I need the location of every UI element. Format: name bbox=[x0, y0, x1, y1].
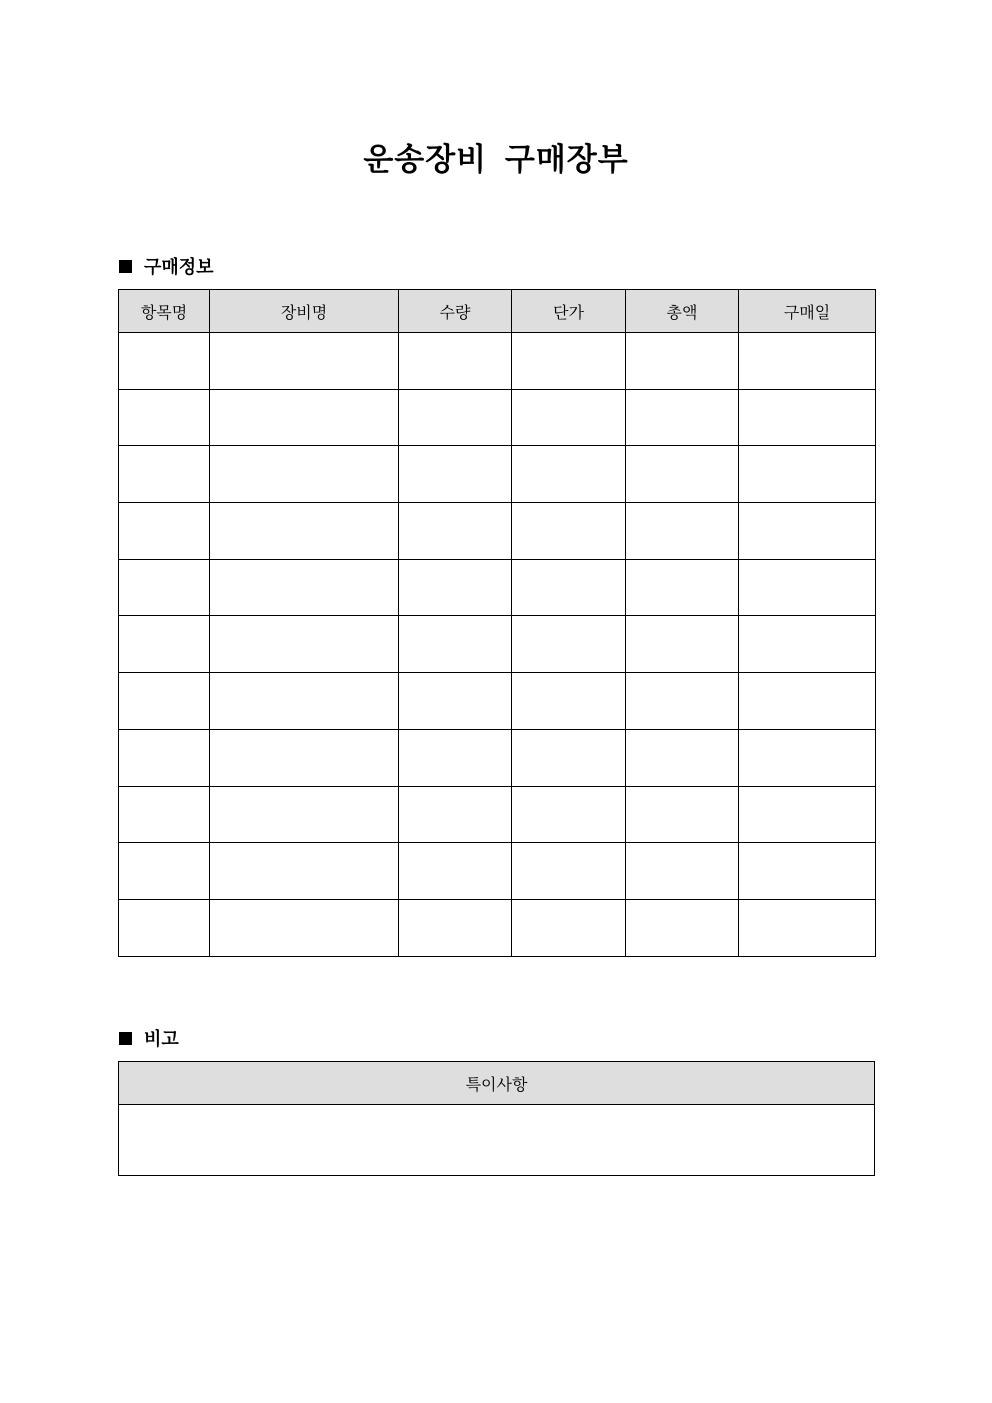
cell-purchase-date[interactable] bbox=[739, 843, 876, 900]
remarks-cell[interactable] bbox=[119, 1105, 875, 1176]
cell-equipment[interactable] bbox=[210, 729, 399, 786]
purchase-table-header-row bbox=[119, 290, 876, 333]
cell-unit-price[interactable] bbox=[512, 899, 626, 956]
table-row bbox=[119, 389, 876, 446]
column-header-equipment: 장비명 bbox=[210, 290, 399, 333]
table-row bbox=[119, 786, 876, 843]
cell-quantity[interactable] bbox=[399, 446, 512, 503]
cell-item[interactable] bbox=[119, 729, 210, 786]
cell-total[interactable] bbox=[626, 389, 739, 446]
cell-total[interactable] bbox=[626, 446, 739, 503]
cell-quantity[interactable] bbox=[399, 843, 512, 900]
cell-item[interactable] bbox=[119, 616, 210, 673]
cell-quantity[interactable] bbox=[399, 616, 512, 673]
cell-total[interactable] bbox=[626, 673, 739, 730]
square-bullet-icon bbox=[119, 260, 132, 273]
table-row bbox=[119, 673, 876, 730]
cell-item[interactable] bbox=[119, 786, 210, 843]
cell-equipment[interactable] bbox=[210, 503, 399, 560]
cell-unit-price[interactable] bbox=[512, 729, 626, 786]
cell-total[interactable] bbox=[626, 559, 739, 616]
cell-purchase-date[interactable] bbox=[739, 616, 876, 673]
cell-unit-price[interactable] bbox=[512, 786, 626, 843]
cell-item[interactable] bbox=[119, 446, 210, 503]
cell-item[interactable] bbox=[119, 503, 210, 560]
cell-equipment[interactable] bbox=[210, 843, 399, 900]
cell-quantity[interactable] bbox=[399, 786, 512, 843]
cell-quantity[interactable] bbox=[399, 729, 512, 786]
cell-purchase-date[interactable] bbox=[739, 673, 876, 730]
cell-total[interactable] bbox=[626, 729, 739, 786]
cell-total[interactable] bbox=[626, 616, 739, 673]
cell-equipment[interactable] bbox=[210, 559, 399, 616]
cell-total[interactable] bbox=[626, 786, 739, 843]
cell-item[interactable] bbox=[119, 333, 210, 390]
column-header-item: 항목명 bbox=[119, 290, 210, 333]
cell-unit-price[interactable] bbox=[512, 559, 626, 616]
purchase-section-heading bbox=[119, 253, 214, 279]
cell-equipment[interactable] bbox=[210, 673, 399, 730]
remarks-row bbox=[119, 1105, 875, 1176]
cell-unit-price[interactable] bbox=[512, 503, 626, 560]
cell-equipment[interactable] bbox=[210, 899, 399, 956]
cell-equipment[interactable] bbox=[210, 333, 399, 390]
column-header-unit-price: 단가 bbox=[512, 290, 626, 333]
table-row bbox=[119, 559, 876, 616]
cell-item[interactable] bbox=[119, 843, 210, 900]
cell-item[interactable] bbox=[119, 899, 210, 956]
cell-equipment[interactable] bbox=[210, 616, 399, 673]
remarks-section-label: 비고 bbox=[144, 1029, 179, 1050]
cell-total[interactable] bbox=[626, 899, 739, 956]
cell-quantity[interactable] bbox=[399, 899, 512, 956]
column-header-quantity: 수량 bbox=[399, 290, 512, 333]
cell-unit-price[interactable] bbox=[512, 616, 626, 673]
column-header-special-notes: 특이사항 bbox=[119, 1062, 875, 1105]
square-bullet-icon bbox=[119, 1032, 132, 1045]
cell-purchase-date[interactable] bbox=[739, 786, 876, 843]
table-row bbox=[119, 333, 876, 390]
table-row bbox=[119, 503, 876, 560]
cell-item[interactable] bbox=[119, 389, 210, 446]
cell-total[interactable] bbox=[626, 503, 739, 560]
cell-purchase-date[interactable] bbox=[739, 446, 876, 503]
cell-purchase-date[interactable] bbox=[739, 559, 876, 616]
table-row bbox=[119, 729, 876, 786]
purchase-table bbox=[118, 289, 876, 957]
table-row bbox=[119, 616, 876, 673]
cell-quantity[interactable] bbox=[399, 333, 512, 390]
cell-purchase-date[interactable] bbox=[739, 899, 876, 956]
cell-purchase-date[interactable] bbox=[739, 389, 876, 446]
remarks-table bbox=[118, 1061, 875, 1176]
page-title: 운송장비 구매장부 bbox=[363, 142, 629, 178]
table-row bbox=[119, 446, 876, 503]
cell-total[interactable] bbox=[626, 333, 739, 390]
remarks-table-header-row bbox=[119, 1062, 875, 1105]
remarks-section-heading bbox=[119, 1025, 179, 1051]
column-header-total: 총액 bbox=[626, 290, 739, 333]
cell-quantity[interactable] bbox=[399, 389, 512, 446]
cell-unit-price[interactable] bbox=[512, 673, 626, 730]
cell-item[interactable] bbox=[119, 673, 210, 730]
cell-quantity[interactable] bbox=[399, 503, 512, 560]
cell-purchase-date[interactable] bbox=[739, 333, 876, 390]
cell-unit-price[interactable] bbox=[512, 389, 626, 446]
cell-purchase-date[interactable] bbox=[739, 729, 876, 786]
table-row bbox=[119, 843, 876, 900]
cell-unit-price[interactable] bbox=[512, 333, 626, 390]
cell-equipment[interactable] bbox=[210, 786, 399, 843]
cell-total[interactable] bbox=[626, 843, 739, 900]
cell-unit-price[interactable] bbox=[512, 843, 626, 900]
column-header-purchase-date: 구매일 bbox=[739, 290, 876, 333]
cell-unit-price[interactable] bbox=[512, 446, 626, 503]
table-row bbox=[119, 899, 876, 956]
cell-purchase-date[interactable] bbox=[739, 503, 876, 560]
cell-quantity[interactable] bbox=[399, 673, 512, 730]
cell-item[interactable] bbox=[119, 559, 210, 616]
cell-equipment[interactable] bbox=[210, 446, 399, 503]
cell-quantity[interactable] bbox=[399, 559, 512, 616]
purchase-section-label: 구매정보 bbox=[144, 257, 214, 278]
cell-equipment[interactable] bbox=[210, 389, 399, 446]
